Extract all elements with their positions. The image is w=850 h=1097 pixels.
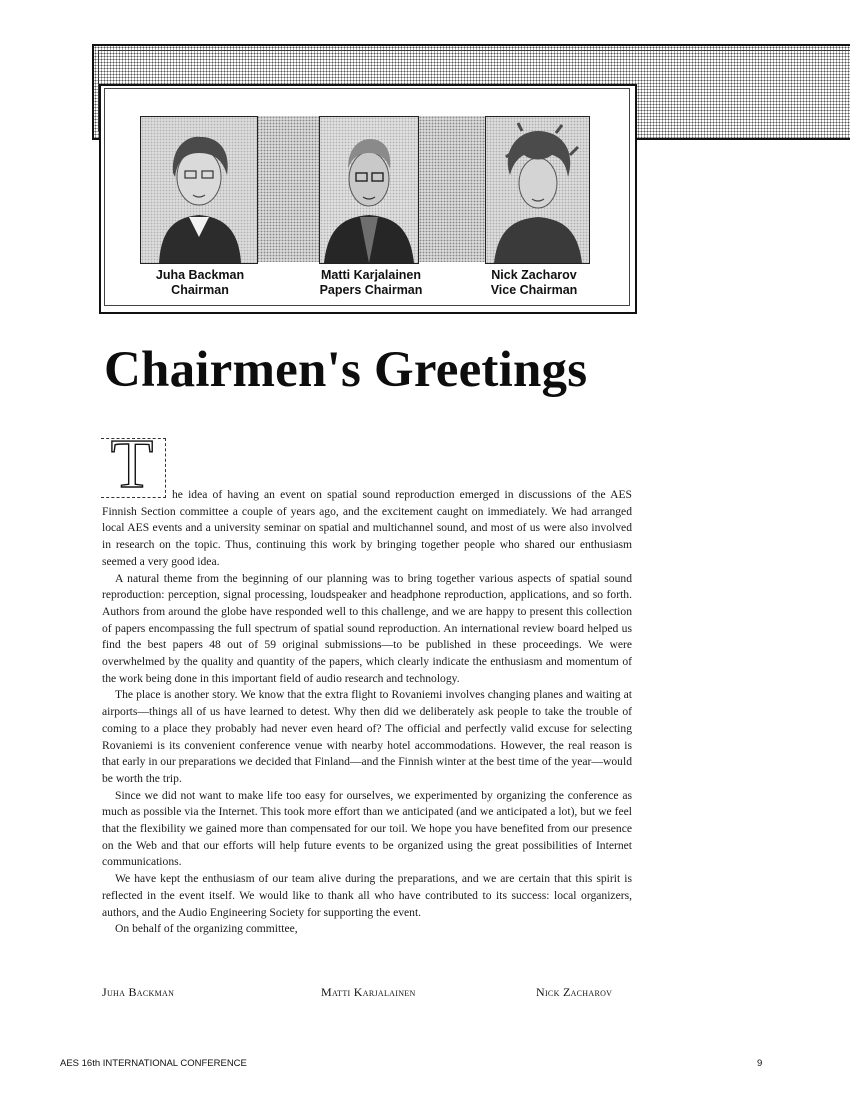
caption-name: Matti Karjalainen [320, 268, 422, 282]
signature-nick-zacharov: Nick Zacharov [536, 985, 613, 999]
caption-matti-karjalainen [281, 268, 461, 298]
article-body [102, 487, 632, 938]
caption-name: Juha Backman [155, 268, 245, 282]
signature-juha-backman: Juha Backman [102, 985, 175, 999]
footer-conference-name: AES 16th INTERNATIONAL CONFERENCE [60, 1058, 247, 1069]
signature-matti-karjalainen: Matti Karjalainen [321, 985, 416, 999]
paragraph: The place is another story. We know that the extra flight to Rovaniemi involves changing planes and waiting at airports—things all of us have learned to detest. Why then did we deliberately ask people to take the trouble of coming to a place they probably had never even heard of? The official and perfectly valid excuse for selecting Rovaniemi is its convenient conference venue with nearby hotel accommodations. However, the real reason is that early in our preparations we decided that Finland—and the Finnish winter at the best time of the year—would be worth the trip. [102, 688, 632, 785]
paragraph: Since we did not want to make life too easy for ourselves, we experimented by organizing the conference as much as possible via the Internet. This took more effort than we anticipated (and we anticipated a lot), but we feel that the flexibility we gained more than compensated for our toil. We hope you have benefited from our presence on the Web and that our efforts will help future events to be organized using the great possibilities of Internet communications. [102, 788, 632, 869]
page-number: 9 [757, 1058, 763, 1069]
caption-name: Nick Zacharov [491, 268, 577, 282]
caption-role: Vice Chairman [490, 283, 578, 297]
drop-cap-letter: T [110, 426, 154, 503]
paragraph-closing: On behalf of the organizing committee, [115, 922, 298, 936]
page-title: Chairmen's Greetings [104, 342, 588, 398]
paragraph: A natural theme from the beginning of our planning was to bring together various aspects of spatial sound reproduction: perception, signal processing, loudspeaker and headphone reproduction, applications, and so forth. Authors from around the globe have responded well to this challenge, and we are happy to present this collection of papers encompassing the full spectrum of spatial sound reproduction. An international review board helped us find the best papers 48 out of 59 original submissions—to be published in these proceedings. We were overwhelmed by the quality and quantity of the papers, which clearly indicate the enthusiasm and momentum of the work being done in this important field of audio research and technology. [102, 571, 632, 685]
caption-juha-backman [110, 268, 290, 298]
caption-role: Chairman [171, 283, 229, 297]
portrait-juha-backman [140, 116, 258, 264]
caption-role: Papers Chairman [319, 283, 423, 297]
paragraph: We have kept the enthusiasm of our team alive during the preparations, and we are certain that this spirit is reflected in the event itself. We would like to thank all who have contributed to its success: local organizers, authors, and the Audio Engineering Society for supporting the event. [102, 872, 632, 919]
caption-nick-zacharov [444, 268, 624, 298]
portrait-nick-zacharov [485, 116, 590, 264]
paragraph: he idea of having an event on spatial sound reproduction emerged in discussions of the AES Finnish Section committee a couple of years ago, and the excitement caught on immediately. We had arranged local AES events and a university seminar on spatial and multichannel sound, and most of us were also involved in research on the topic. Thus, continuing this work by bringing together people who shared our enthusiasm seemed a very good idea. [102, 488, 632, 568]
portrait-matti-karjalainen [319, 116, 419, 264]
